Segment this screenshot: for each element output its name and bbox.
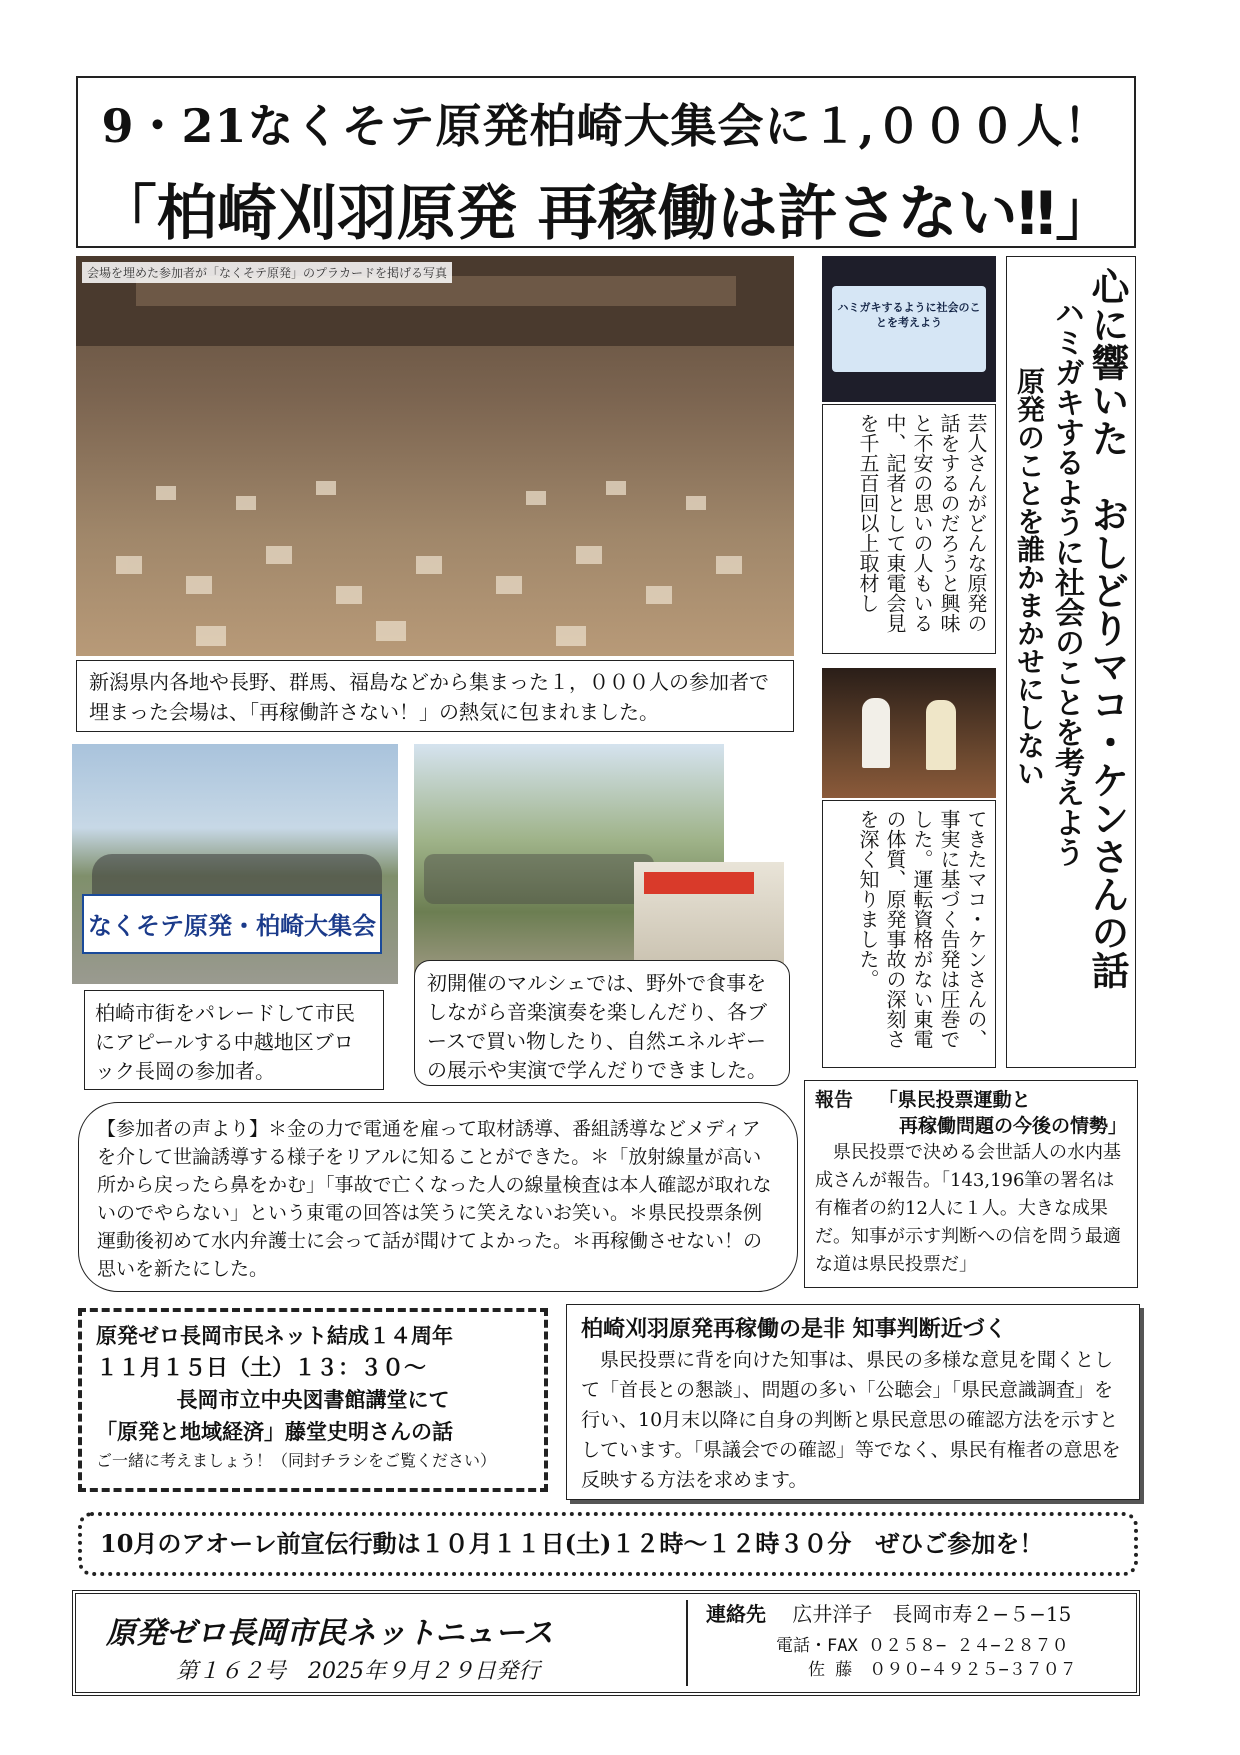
- headline-line2: 「柏崎刈羽原発 再稼働は許さない‼」: [96, 179, 1116, 249]
- parade-caption-box: [84, 990, 384, 1090]
- event-line3: 長岡市立中央図書館講堂にて: [176, 1387, 450, 1412]
- event-line5: ご一緒に考えましょう！（同封チラシをご覧ください）: [96, 1451, 497, 1470]
- projected-screen: [832, 286, 986, 372]
- main-photo-caption-box: [76, 660, 794, 732]
- stage-caption: 芸人さんがどんな原発の話をするのだろうと興味と不安の思いの人もいる中、記者として東電会見を千五百回以上取材し: [856, 413, 988, 633]
- footer-contact: [706, 1600, 1071, 1628]
- main-photo-caption: 新潟県内各地や長野、群馬、福島などから集まった１，０００人の参加者で埋まった会場は、「再稼働許さない！」の熱気に包まれました。: [89, 670, 769, 724]
- stage-screen-photo: [822, 256, 996, 402]
- parade-caption: 柏崎市街をパレードして市民にアピールする中越地区ブロック長岡の参加者。: [95, 1001, 355, 1083]
- governor-body: 県民投票に背を向けた知事は、県民の多様な意見を聞くとして「首長との懇談」、問題の多い「公聴会」「県民意識調査」を行い、10月末以降に自身の判断と県民意思の確認方法を示すとしています。「県議会での確認」等でなく、県民有権者の意思を反映する方法を求めます。: [581, 1349, 1121, 1491]
- voices-box: [78, 1102, 798, 1292]
- marche-caption-box: [414, 960, 790, 1086]
- headline-box: [76, 76, 1136, 248]
- governor-box: [566, 1304, 1140, 1500]
- footer-issue: 第１６２号 2025年９月２９日発行: [176, 1659, 540, 1684]
- report-title1: 「県民投票運動と: [878, 1089, 1031, 1111]
- event-line2: １１月１５日（土）１３：３０～: [96, 1355, 427, 1381]
- crowd-pattern: [76, 256, 794, 656]
- report-title2: 再稼働問題の今後の情勢」: [898, 1115, 1127, 1137]
- stage-caption-box: [822, 404, 996, 654]
- event-line1: 原発ゼロ長岡市民ネット結成１４周年: [96, 1323, 453, 1348]
- parade-banner: なくそテ原発・柏崎大集会: [82, 894, 382, 954]
- performer-right: [926, 700, 956, 770]
- report-header: [815, 1087, 1127, 1113]
- parade-photo: [72, 744, 398, 984]
- report-box: [804, 1080, 1138, 1288]
- vertical-headline-line1: 心に響いた おしどりマコ・ケンさんの話: [1085, 267, 1130, 989]
- performers-caption-box: [822, 800, 996, 1068]
- footer-title: 原発ゼロ長岡市民ネットニュース: [106, 1616, 554, 1651]
- booth-tent: [644, 872, 754, 894]
- report-body: 県民投票で決める会世話人の水内基成さんが報告。「143,196筆の署名は有権者の約12人に１人。大きな成果だ。知事が示す判断への信を問う最適な道は県民投票だ」: [815, 1142, 1121, 1275]
- contact-label: 連絡先: [706, 1602, 766, 1626]
- voices-text: 【参加者の声より】＊金の力で電通を雇って取材誘導、番組誘導などメディアを介して世論誘導する様子をリアルに知ることができた。＊「放射線量が高い所から戻ったら鼻をかむ」「事故で亡くなった人の線量検査は本人確認が取れないのでやらない」という東電の回答は笑うに笑えないお笑い。＊県民投票条例運動後初めて水内弁護士に会って話が聞けてよかった。＊再稼働させない！の思いを新たにした。: [97, 1118, 772, 1280]
- marche-crowd: [424, 854, 654, 904]
- vertical-headline-box: [1006, 256, 1136, 1068]
- event-line4: 「原発と地域経済」藤堂史明さんの話: [96, 1419, 453, 1444]
- contact-name: 広井洋子 長岡市寿２−５−15: [792, 1602, 1072, 1626]
- notice-text: 10月のアオーレ前宣伝行動は１０月１１日(土)１２時～１２時３０分 ぜひご参加を！: [100, 1529, 1044, 1558]
- footer-phone1: 電話・FAX ０２５８− ２４−２８７０: [776, 1636, 1069, 1656]
- main-hall-photo: [76, 256, 794, 656]
- event-box: [78, 1308, 548, 1492]
- footer-phone2: 佐 藤 ０９０−４９２５−３７０７: [808, 1660, 1077, 1680]
- governor-title: 柏崎刈羽原発再稼働の是非 知事判断近づく: [581, 1316, 1007, 1342]
- screen-text: ハミガキするように社会のことを考えよう: [837, 301, 981, 329]
- performers-photo: [822, 668, 996, 798]
- notice-box: [78, 1512, 1138, 1576]
- performers-caption: てきたマコ・ケンさんの、事実に基づく告発は圧巻でした。運転資格がない東電の体質、原発事故の深刻さを深く知りました。: [856, 809, 988, 1049]
- marche-caption: 初開催のマルシェでは、野外で食事をしながら音楽演奏を楽しんだり、各ブースで買い物したり、自然エネルギーの展示や実演で学んだりできました。: [427, 971, 767, 1082]
- main-photo-description: 会場を埋めた参加者が「なくそテ原発」のプラカードを掲げる写真: [82, 262, 452, 283]
- footer-box: [72, 1590, 1140, 1696]
- headline-line1: 9・21なくそテ原発柏崎大集会に１,０００人！: [101, 99, 1111, 153]
- performer-left: [862, 698, 890, 768]
- vertical-headline-line3: 原発のことを誰かまかせにしない: [1013, 367, 1046, 787]
- vertical-headline-line2: ハミガキするように社会のことを考えよう: [1049, 297, 1084, 867]
- report-label: 報告: [815, 1089, 854, 1111]
- footer-divider: [686, 1600, 688, 1686]
- marche-booth-photo: [634, 862, 784, 974]
